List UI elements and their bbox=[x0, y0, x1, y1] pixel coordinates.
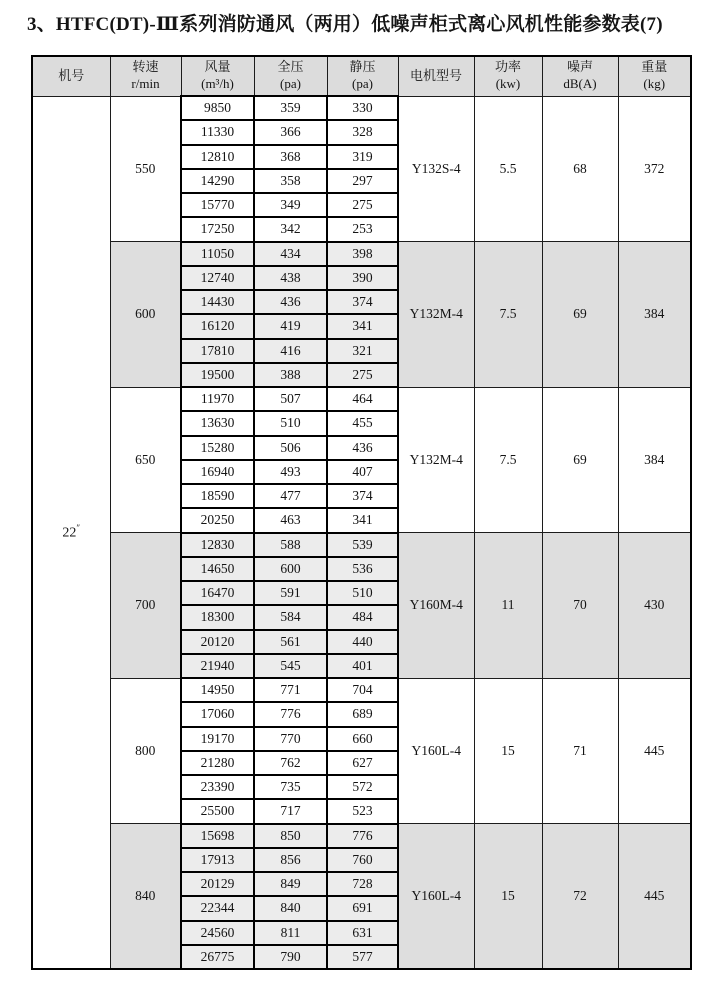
airflow-cell: 18590 bbox=[181, 484, 254, 508]
airflow-cell: 16940 bbox=[181, 460, 254, 484]
table-row bbox=[32, 96, 691, 120]
static-pressure-cell: 321 bbox=[327, 339, 398, 363]
header-label: 转速 bbox=[132, 59, 159, 75]
motor-model-cell: Y160L-4 bbox=[398, 824, 474, 970]
speed-cell: 550 bbox=[110, 96, 181, 242]
table-row bbox=[32, 533, 691, 557]
static-pressure-cell: 704 bbox=[327, 678, 398, 702]
motor-model-cell: Y160M-4 bbox=[398, 533, 474, 679]
static-pressure-cell: 374 bbox=[327, 290, 398, 314]
airflow-cell: 19170 bbox=[181, 727, 254, 751]
header-airflow bbox=[181, 56, 254, 96]
airflow-cell: 11330 bbox=[181, 120, 254, 144]
machine-no-unit: ″ bbox=[76, 522, 81, 533]
table-row bbox=[32, 387, 691, 411]
header-label: 全压 bbox=[277, 59, 304, 75]
total-pressure-cell: 856 bbox=[254, 848, 327, 872]
airflow-cell: 19500 bbox=[181, 363, 254, 387]
airflow-cell: 16470 bbox=[181, 581, 254, 605]
total-pressure-cell: 506 bbox=[254, 436, 327, 460]
total-pressure-cell: 358 bbox=[254, 169, 327, 193]
static-pressure-cell: 341 bbox=[327, 508, 398, 532]
airflow-cell: 15698 bbox=[181, 824, 254, 848]
weight-cell: 445 bbox=[618, 824, 691, 970]
airflow-cell: 14950 bbox=[181, 678, 254, 702]
header-label: 重量 bbox=[641, 59, 668, 75]
static-pressure-cell: 407 bbox=[327, 460, 398, 484]
total-pressure-cell: 600 bbox=[254, 557, 327, 581]
static-pressure-cell: 275 bbox=[327, 193, 398, 217]
power-cell: 15 bbox=[474, 824, 542, 970]
speed-cell: 840 bbox=[110, 824, 181, 970]
static-pressure-cell: 455 bbox=[327, 411, 398, 435]
total-pressure-cell: 771 bbox=[254, 678, 327, 702]
total-pressure-cell: 493 bbox=[254, 460, 327, 484]
total-pressure-cell: 588 bbox=[254, 533, 327, 557]
power-cell: 7.5 bbox=[474, 387, 542, 533]
header-label: 静压 bbox=[349, 59, 376, 75]
total-pressure-cell: 416 bbox=[254, 339, 327, 363]
static-pressure-cell: 728 bbox=[327, 872, 398, 896]
header-label: 机号 bbox=[58, 67, 85, 83]
airflow-cell: 14430 bbox=[181, 290, 254, 314]
static-pressure-cell: 510 bbox=[327, 581, 398, 605]
airflow-cell: 20250 bbox=[181, 508, 254, 532]
header-noise bbox=[542, 56, 618, 96]
airflow-cell: 17810 bbox=[181, 339, 254, 363]
airflow-cell: 20120 bbox=[181, 630, 254, 654]
airflow-cell: 9850 bbox=[181, 96, 254, 120]
total-pressure-cell: 510 bbox=[254, 411, 327, 435]
noise-cell: 70 bbox=[542, 533, 618, 679]
header-label: 电机型号 bbox=[409, 67, 462, 83]
static-pressure-cell: 484 bbox=[327, 605, 398, 629]
airflow-cell: 18300 bbox=[181, 605, 254, 629]
airflow-cell: 15280 bbox=[181, 436, 254, 460]
total-pressure-cell: 735 bbox=[254, 775, 327, 799]
weight-cell: 445 bbox=[618, 678, 691, 824]
power-cell: 7.5 bbox=[474, 242, 542, 388]
total-pressure-cell: 762 bbox=[254, 751, 327, 775]
airflow-cell: 23390 bbox=[181, 775, 254, 799]
static-pressure-cell: 401 bbox=[327, 654, 398, 678]
airflow-cell: 17913 bbox=[181, 848, 254, 872]
static-pressure-cell: 464 bbox=[327, 387, 398, 411]
static-pressure-cell: 253 bbox=[327, 217, 398, 241]
static-pressure-cell: 374 bbox=[327, 484, 398, 508]
static-pressure-cell: 660 bbox=[327, 727, 398, 751]
noise-cell: 71 bbox=[542, 678, 618, 824]
static-pressure-cell: 539 bbox=[327, 533, 398, 557]
airflow-cell: 20129 bbox=[181, 872, 254, 896]
header-total-pressure bbox=[254, 56, 327, 96]
motor-model-cell: Y160L-4 bbox=[398, 678, 474, 824]
speed-cell: 650 bbox=[110, 387, 181, 533]
total-pressure-cell: 561 bbox=[254, 630, 327, 654]
performance-table bbox=[31, 55, 692, 970]
airflow-cell: 21940 bbox=[181, 654, 254, 678]
header-label: r/min bbox=[131, 76, 160, 92]
total-pressure-cell: 545 bbox=[254, 654, 327, 678]
table-body bbox=[32, 96, 691, 969]
airflow-cell: 24560 bbox=[181, 921, 254, 945]
static-pressure-cell: 297 bbox=[327, 169, 398, 193]
total-pressure-cell: 717 bbox=[254, 799, 327, 823]
table-row bbox=[32, 242, 691, 266]
weight-cell: 384 bbox=[618, 387, 691, 533]
airflow-cell: 12830 bbox=[181, 533, 254, 557]
static-pressure-cell: 689 bbox=[327, 702, 398, 726]
total-pressure-cell: 463 bbox=[254, 508, 327, 532]
total-pressure-cell: 850 bbox=[254, 824, 327, 848]
motor-model-cell: Y132S-4 bbox=[398, 96, 474, 242]
header-label: (kw) bbox=[495, 76, 521, 92]
total-pressure-cell: 434 bbox=[254, 242, 327, 266]
airflow-cell: 14290 bbox=[181, 169, 254, 193]
total-pressure-cell: 811 bbox=[254, 921, 327, 945]
power-cell: 11 bbox=[474, 533, 542, 679]
static-pressure-cell: 328 bbox=[327, 120, 398, 144]
noise-cell: 72 bbox=[542, 824, 618, 970]
header-label: (pa) bbox=[352, 76, 373, 91]
noise-cell: 69 bbox=[542, 242, 618, 388]
airflow-cell: 21280 bbox=[181, 751, 254, 775]
header-label: dB(A) bbox=[563, 76, 597, 92]
airflow-cell: 13630 bbox=[181, 411, 254, 435]
table-header bbox=[32, 56, 691, 96]
airflow-cell: 11050 bbox=[181, 242, 254, 266]
table-row bbox=[32, 678, 691, 702]
airflow-cell: 25500 bbox=[181, 799, 254, 823]
header-label: 功率 bbox=[494, 59, 521, 75]
total-pressure-cell: 436 bbox=[254, 290, 327, 314]
airflow-cell: 15770 bbox=[181, 193, 254, 217]
total-pressure-cell: 584 bbox=[254, 605, 327, 629]
airflow-cell: 14650 bbox=[181, 557, 254, 581]
total-pressure-cell: 776 bbox=[254, 702, 327, 726]
total-pressure-cell: 342 bbox=[254, 217, 327, 241]
total-pressure-cell: 477 bbox=[254, 484, 327, 508]
static-pressure-cell: 390 bbox=[327, 266, 398, 290]
airflow-cell: 17060 bbox=[181, 702, 254, 726]
total-pressure-cell: 388 bbox=[254, 363, 327, 387]
static-pressure-cell: 398 bbox=[327, 242, 398, 266]
static-pressure-cell: 627 bbox=[327, 751, 398, 775]
header-speed bbox=[110, 56, 181, 96]
noise-cell: 68 bbox=[542, 96, 618, 242]
page-title: 3、HTFC(DT)-Ⅲ系列消防通风（两用）低噪声柜式离心风机性能参数表(7) bbox=[27, 14, 663, 35]
airflow-cell: 22344 bbox=[181, 896, 254, 920]
static-pressure-cell: 536 bbox=[327, 557, 398, 581]
airflow-cell: 16120 bbox=[181, 314, 254, 338]
static-pressure-cell: 436 bbox=[327, 436, 398, 460]
total-pressure-cell: 366 bbox=[254, 120, 327, 144]
static-pressure-cell: 760 bbox=[327, 848, 398, 872]
total-pressure-cell: 419 bbox=[254, 314, 327, 338]
airflow-cell: 26775 bbox=[181, 945, 254, 969]
weight-cell: 384 bbox=[618, 242, 691, 388]
total-pressure-cell: 359 bbox=[254, 96, 327, 120]
static-pressure-cell: 275 bbox=[327, 363, 398, 387]
header-machine-no bbox=[32, 56, 110, 96]
header-weight bbox=[618, 56, 691, 96]
static-pressure-cell: 319 bbox=[327, 145, 398, 169]
header-row bbox=[32, 56, 691, 96]
total-pressure-cell: 507 bbox=[254, 387, 327, 411]
weight-cell: 430 bbox=[618, 533, 691, 679]
airflow-cell: 17250 bbox=[181, 217, 254, 241]
header-label: (m³/h) bbox=[201, 76, 234, 91]
static-pressure-cell: 523 bbox=[327, 799, 398, 823]
airflow-cell: 11970 bbox=[181, 387, 254, 411]
static-pressure-cell: 631 bbox=[327, 921, 398, 945]
machine-no-value: 22 bbox=[62, 525, 77, 541]
header-label: 风量 bbox=[204, 59, 231, 75]
static-pressure-cell: 440 bbox=[327, 630, 398, 654]
total-pressure-cell: 770 bbox=[254, 727, 327, 751]
total-pressure-cell: 438 bbox=[254, 266, 327, 290]
power-cell: 15 bbox=[474, 678, 542, 824]
motor-model-cell: Y132M-4 bbox=[398, 242, 474, 388]
total-pressure-cell: 349 bbox=[254, 193, 327, 217]
speed-cell: 700 bbox=[110, 533, 181, 679]
static-pressure-cell: 330 bbox=[327, 96, 398, 120]
total-pressure-cell: 591 bbox=[254, 581, 327, 605]
header-motor-model bbox=[398, 56, 474, 96]
header-label: (pa) bbox=[280, 76, 301, 91]
static-pressure-cell: 577 bbox=[327, 945, 398, 969]
total-pressure-cell: 840 bbox=[254, 896, 327, 920]
static-pressure-cell: 572 bbox=[327, 775, 398, 799]
airflow-cell: 12810 bbox=[181, 145, 254, 169]
header-label: (kg) bbox=[643, 76, 666, 92]
airflow-cell: 12740 bbox=[181, 266, 254, 290]
noise-cell: 69 bbox=[542, 387, 618, 533]
header-static-pressure bbox=[327, 56, 398, 96]
machine-no-cell bbox=[32, 96, 110, 969]
header-label: 噪声 bbox=[566, 59, 593, 75]
speed-cell: 600 bbox=[110, 242, 181, 388]
motor-model-cell: Y132M-4 bbox=[398, 387, 474, 533]
total-pressure-cell: 368 bbox=[254, 145, 327, 169]
weight-cell: 372 bbox=[618, 96, 691, 242]
power-cell: 5.5 bbox=[474, 96, 542, 242]
total-pressure-cell: 849 bbox=[254, 872, 327, 896]
speed-cell: 800 bbox=[110, 678, 181, 824]
static-pressure-cell: 691 bbox=[327, 896, 398, 920]
total-pressure-cell: 790 bbox=[254, 945, 327, 969]
table-row bbox=[32, 824, 691, 848]
static-pressure-cell: 776 bbox=[327, 824, 398, 848]
static-pressure-cell: 341 bbox=[327, 314, 398, 338]
header-power bbox=[474, 56, 542, 96]
